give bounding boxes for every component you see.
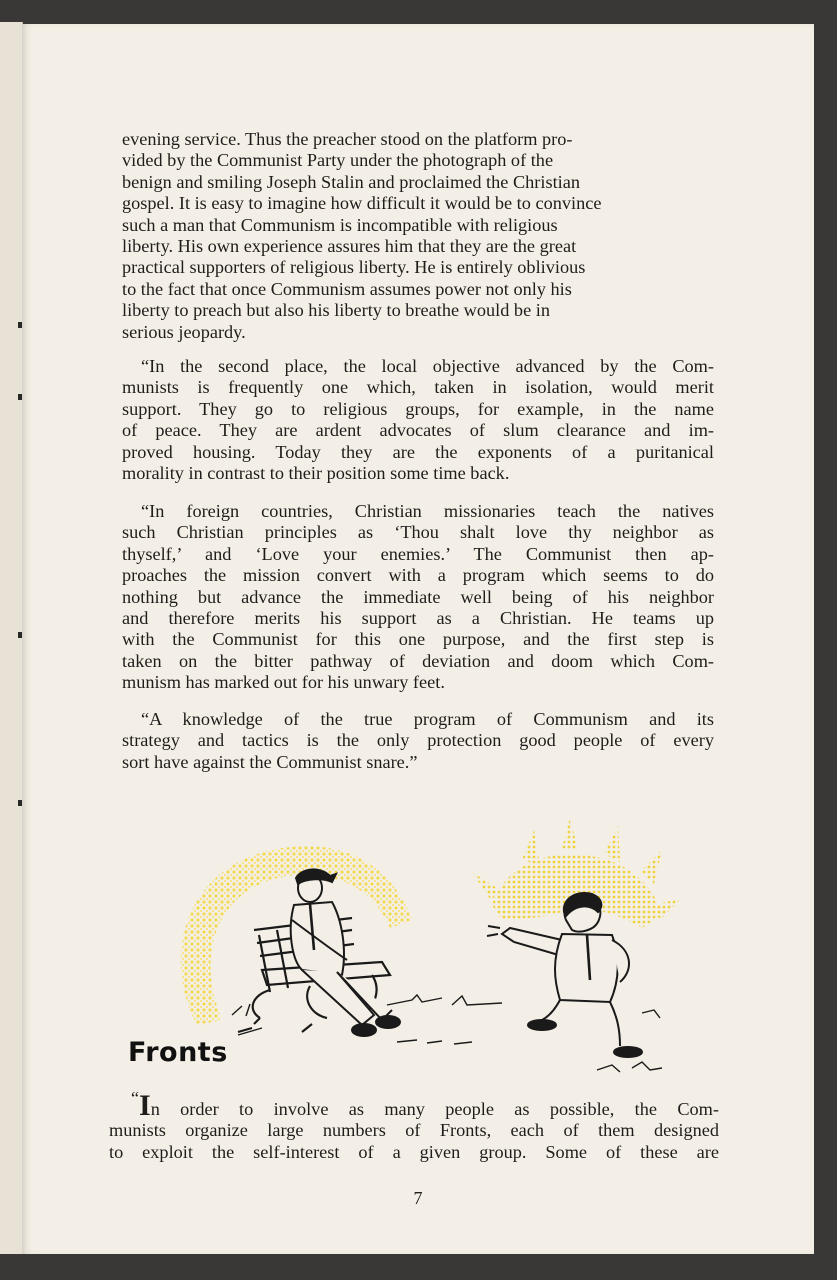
text-line: munists is frequently one which, taken in isolation, would merit — [122, 377, 714, 398]
text-line: nothing but advance the immediate well being of his neighbor — [122, 586, 714, 607]
text-line: munism has marked out for his unwary feet. — [122, 672, 445, 693]
text-line: thyself,’ and ‘Love your enemies.’ The Communist then ap- — [122, 543, 714, 564]
text-line: “In foreign countries, Christian missionaries teach the natives — [141, 501, 714, 521]
text-line: practical supporters of religious liberty. He is entirely oblivious — [122, 257, 586, 278]
text-line-with-dropcap — [131, 1088, 719, 1122]
text-line: to the fact that once Communism assumes power not only his — [122, 278, 572, 299]
text-line: n order to involve as many people as possible, the Com- — [150, 1099, 719, 1119]
text-line: evening service. Thus the preacher stood on the platform pro- — [122, 129, 573, 149]
page-number: 7 — [413, 1188, 423, 1208]
text-line: of peace. They are ardent advocates of slum clearance and im- — [122, 420, 714, 441]
dropcap-letter: I — [139, 1089, 151, 1122]
text-line: proved housing. Today they are the exponents of a puritanical — [122, 441, 714, 462]
section-heading-fronts: Fronts — [128, 1037, 228, 1068]
text-line: “A knowledge of the true program of Communism and its — [141, 709, 714, 729]
text-line: proaches the mission convert with a program which seems to do — [122, 565, 714, 586]
paragraph-2 — [122, 356, 714, 484]
text-line: support. They go to religious groups, for example, in the name — [122, 398, 714, 419]
text-line: liberty to preach but also his liberty to breathe would be in — [122, 300, 550, 321]
fronts-paragraph — [109, 1088, 719, 1163]
text-line: to exploit the self-interest of a given group. Some of these are — [109, 1141, 719, 1162]
paragraph-3 — [122, 501, 714, 694]
facing-page-edge — [0, 22, 23, 1254]
text-line: vided by the Communist Party under the photograph of the — [122, 150, 554, 171]
book-page — [22, 24, 814, 1254]
text-line: benign and smiling Joseph Stalin and proclaimed the Christian — [122, 171, 580, 192]
text-line: serious jeopardy. — [122, 321, 246, 342]
text-line: morality in contrast to their position some time back. — [122, 463, 510, 484]
paragraph-1 — [122, 129, 714, 343]
dropcap-quote: “ — [131, 1088, 139, 1108]
text-line: taken on the bitter pathway of deviation and doom which Com- — [122, 650, 714, 671]
text-line: “In the second place, the local objective advanced by the Com- — [141, 356, 714, 376]
text-line: and therefore merits his support as a Christian. He teams up — [122, 608, 714, 629]
text-line: sort have against the Communist snare.” — [122, 751, 418, 772]
text-line: with the Communist for this one purpose, and the first step is — [122, 629, 714, 650]
text-line: strategy and tactics is the only protection good people of every — [122, 730, 714, 751]
paragraph-4 — [122, 709, 714, 773]
text-line: gospel. It is easy to imagine how difficult it would be to convince — [122, 193, 602, 214]
text-line: liberty. His own experience assures him that they are the great — [122, 236, 577, 257]
ground-scribbles — [232, 995, 662, 1072]
text-line: such Christian principles as ‘Thou shalt love thy neighbor as — [122, 522, 714, 543]
text-line: munists organize large numbers of Fronts, each of them designed — [109, 1120, 719, 1141]
text-line: such a man that Communism is incompatible with religious — [122, 214, 558, 235]
